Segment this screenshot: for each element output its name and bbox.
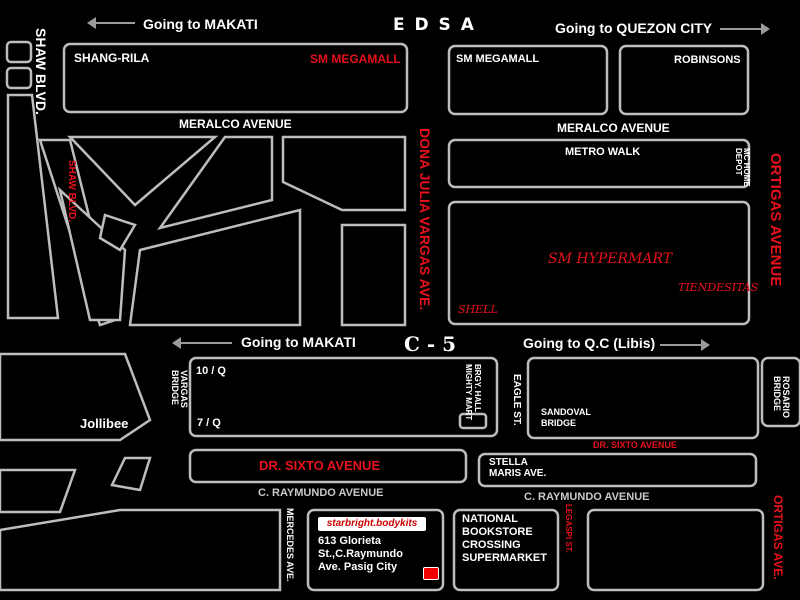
- arrow-right-mid: [660, 344, 702, 346]
- block-bottom-left: [0, 510, 280, 590]
- mercedes-label: MERCEDES AVE.: [285, 508, 295, 582]
- tiendesitas-label: TIENDESITAS: [678, 281, 759, 294]
- shop-location-pin: [423, 567, 439, 580]
- robinsons-label: ROBINSONS: [674, 54, 741, 66]
- nbs-label-1: NATIONAL: [462, 513, 519, 525]
- shop-address-1: 613 Glorieta: [318, 535, 381, 547]
- block-small-diag: [112, 458, 150, 490]
- mc-home-depot-label: MC HOME DEPOT: [734, 148, 751, 187]
- vargas-bridge-label: VARGAS BRIDGE: [170, 370, 189, 408]
- block-center-right: [283, 137, 405, 210]
- block-shaw-strip: [8, 95, 58, 318]
- block-ortigas-lower-left: [0, 470, 75, 512]
- legaspi-label: LEGASPI ST.: [564, 504, 573, 553]
- stella-label-2: MARIS AVE.: [489, 468, 547, 479]
- jollibee-label: Jollibee: [80, 416, 129, 431]
- sm-megamall-red-label: SM MEGAMALL: [310, 52, 401, 66]
- shell-label: SHELL: [458, 303, 498, 316]
- block-center-low: [342, 225, 405, 325]
- going-makati-top: Going to MAKATI: [143, 16, 258, 32]
- meralco-right-label: MERALCO AVENUE: [557, 121, 670, 135]
- shop-address-2: St.,C.Raymundo: [318, 548, 403, 560]
- dr-sixto-right-label: DR. SIXTO AVENUE: [593, 440, 677, 450]
- shaw-blvd-red: SHAW BLVD.: [66, 160, 77, 223]
- block-ten-q: [190, 358, 497, 436]
- edsa-label: E D S A: [393, 15, 476, 35]
- metro-walk-label: METRO WALK: [565, 146, 641, 158]
- rosario-bridge-label: ROSARIO BRIDGE: [772, 376, 791, 419]
- nbs-label-3: CROSSING: [462, 539, 521, 551]
- c-raymundo-left-label: C. RAYMUNDO AVENUE: [258, 487, 384, 499]
- shop-logo: [318, 517, 426, 531]
- ortigas-top-label: ORTIGAS AVENUE: [767, 153, 784, 287]
- block-shaw-2: [7, 68, 31, 88]
- going-qc-top: Going to QUEZON CITY: [555, 20, 713, 36]
- meralco-left-label: MERALCO AVENUE: [179, 117, 292, 131]
- nbs-label-4: SUPERMARKET: [462, 552, 547, 564]
- mighty-mart-label: MIGHTY MART: [464, 364, 473, 421]
- stella-label-1: STELLA: [489, 457, 528, 468]
- block-center-mid: [130, 210, 300, 325]
- eagle-st-label: EAGLE ST.: [511, 374, 522, 426]
- ortigas-bottom-label: ORTIGAS AVE.: [771, 495, 785, 580]
- block-bottom-right: [588, 510, 763, 590]
- shaw-blvd-label: SHAW BLVD.: [33, 28, 49, 115]
- nbs-label-2: BOOKSTORE: [462, 526, 533, 538]
- going-makati-mid: Going to MAKATI: [241, 334, 356, 350]
- sandoval-label-2: BRIDGE: [541, 418, 577, 428]
- sm-hypermart-label: SM HYPERMART: [548, 251, 673, 267]
- arrow-left-top: [95, 22, 135, 24]
- shop-logo-text: starbright.bodykits: [326, 518, 418, 529]
- ten-q-label: 10 / Q: [196, 365, 226, 377]
- shangrila-label: SHANG-RILA: [74, 51, 150, 65]
- dr-sixto-main-label: DR. SIXTO AVENUE: [259, 458, 381, 473]
- sm-megamall-label: SM MEGAMALL: [456, 53, 540, 65]
- block-shaw-1: [7, 42, 31, 62]
- shop-address-3: Ave. Pasig City: [318, 561, 398, 573]
- sandoval-label-1: SANDOVAL: [541, 407, 591, 417]
- going-qc-mid: Going to Q.C (Libis): [523, 335, 656, 351]
- dona-julia-label: DONA JULIA VARGAS AVE.: [417, 128, 433, 311]
- arrow-right-top: [720, 28, 762, 30]
- c5-label: C - 5: [404, 332, 457, 356]
- arrow-left-mid: [180, 342, 232, 344]
- seven-q-label: 7 / Q: [197, 417, 221, 429]
- c-raymundo-right-label: C. RAYMUNDO AVENUE: [524, 491, 650, 503]
- brgy-hall-label: BRGY. HALL: [473, 364, 482, 412]
